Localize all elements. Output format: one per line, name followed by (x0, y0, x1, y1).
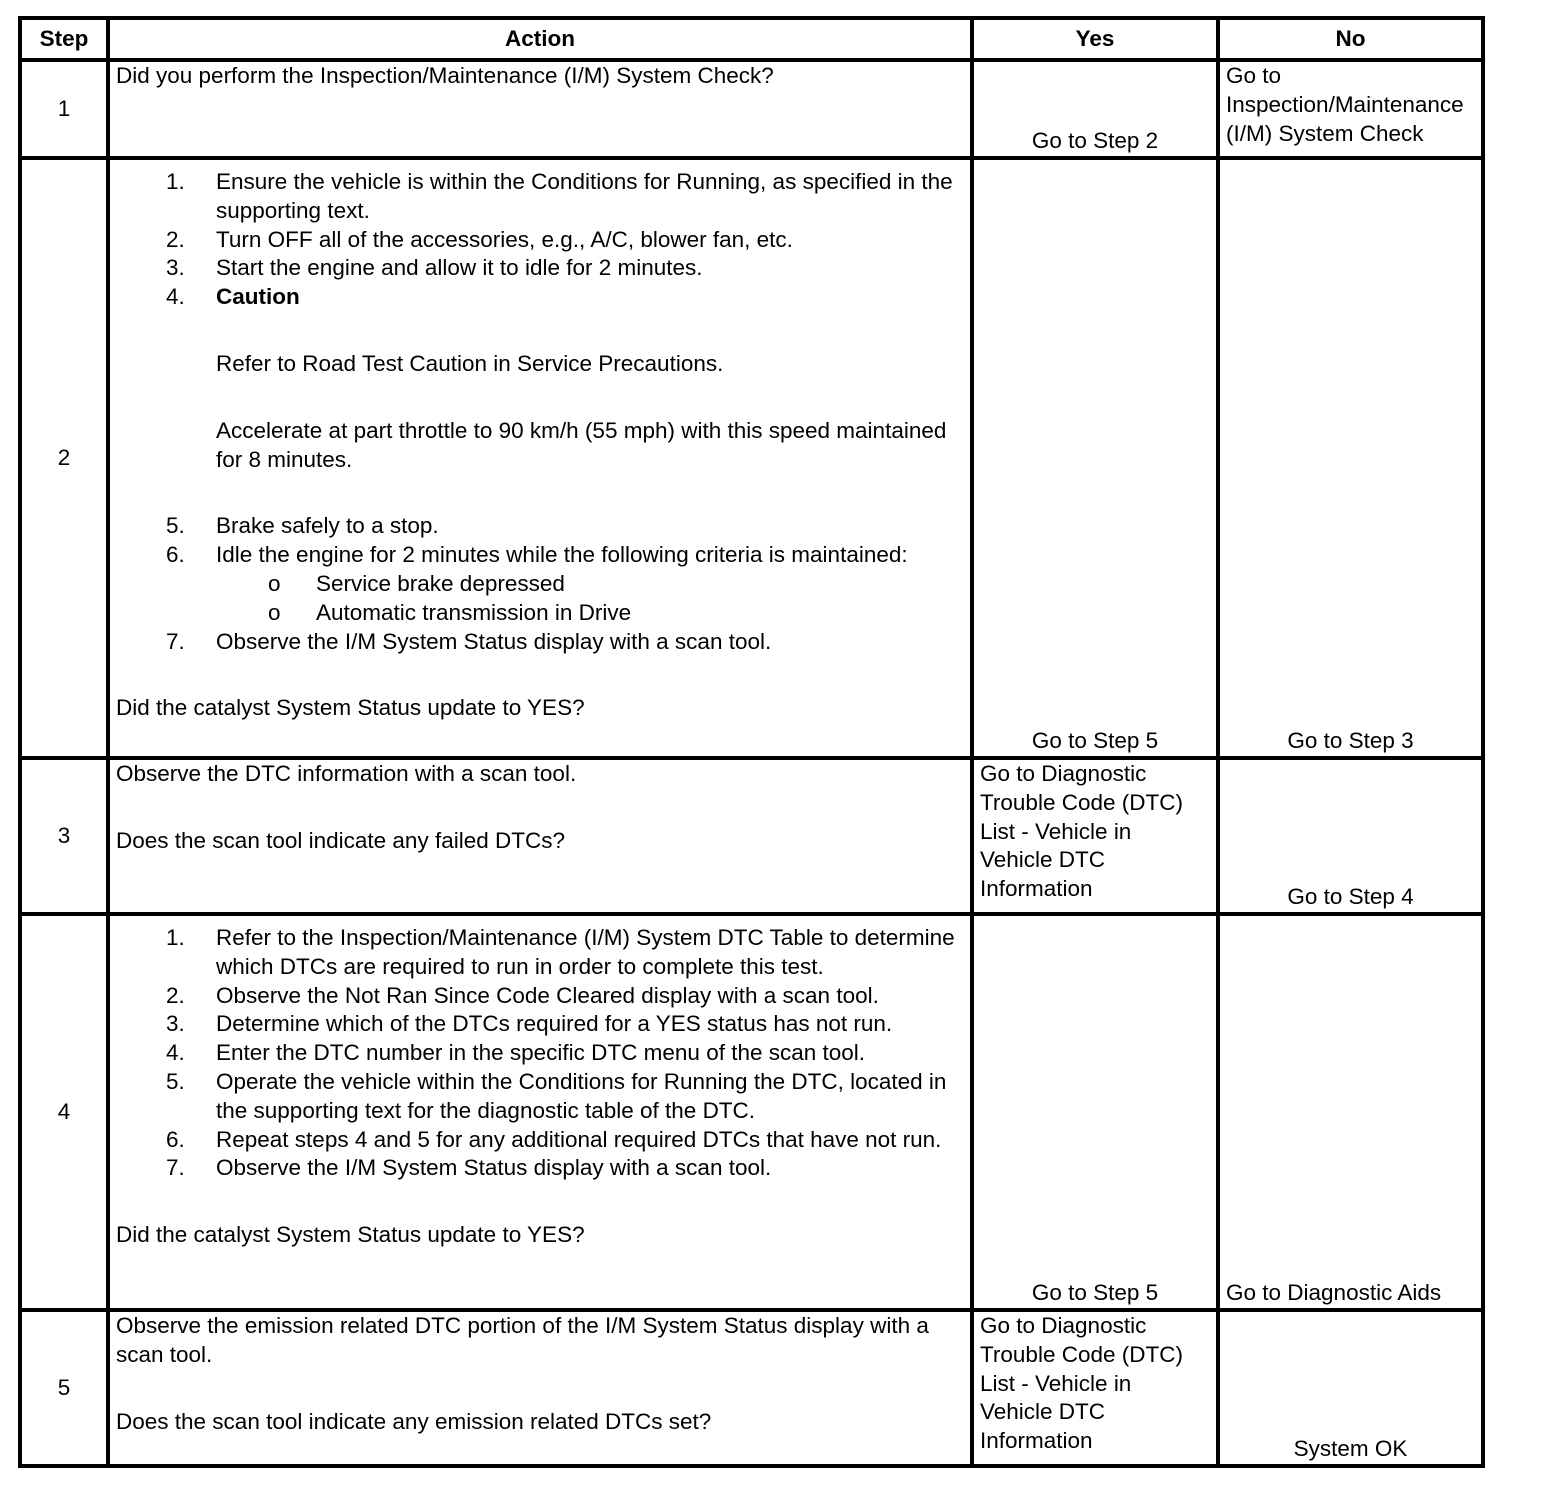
table-row (20, 914, 1483, 1310)
question-text: Does the scan tool indicate any failed DTCs? (116, 827, 565, 853)
list-item: 2. Turn OFF all of the accessories, e.g., A/C, blower fan, etc. (166, 226, 793, 252)
list-item: 5. Operate the vehicle within the Conditions for Running the DTC, located in the supporting text for the diagnostic table of the DTC. (166, 1068, 947, 1123)
list-item: 6. Repeat steps 4 and 5 for any additional required DTCs that have not run. (166, 1126, 942, 1152)
step-number: 5 (20, 1310, 108, 1466)
yes-cell: Go to Step 2 (972, 60, 1218, 158)
caution-label: Caution (216, 284, 300, 310)
list-item: o Automatic transmission in Drive (268, 599, 632, 625)
procedure-list (116, 168, 964, 656)
header-step: Step (20, 18, 108, 60)
action-text: Observe the emission related DTC portion of the I/M System Status display with a scan tool. (116, 1313, 929, 1367)
question-text: Did you perform the Inspection/Maintenance (I/M) System Check? (116, 63, 774, 88)
diagnostic-table (18, 16, 1485, 1468)
action-cell (108, 1310, 972, 1466)
table-row (20, 60, 1483, 158)
step-number: 3 (20, 758, 108, 914)
criteria-list (216, 570, 964, 628)
header-yes: Yes (972, 18, 1218, 60)
caution-action: Accelerate at part throttle to 90 km/h (55 mph) with this speed maintained for 8 minutes. (216, 417, 947, 472)
action-cell (108, 158, 972, 758)
question-text: Did the catalyst System Status update to YES? (116, 695, 585, 721)
step-number: 1 (20, 60, 108, 158)
list-item: 7. Observe the I/M System Status display with a scan tool. (166, 628, 772, 654)
yes-cell: Go to Step 5 (972, 158, 1218, 758)
action-cell (108, 60, 972, 158)
yes-cell: Go to Diagnostic Trouble Code (DTC) List - Vehicle in Vehicle DTC Information (972, 1310, 1218, 1466)
list-item: 4. Caution Refer to Road Test Caution in Service Precautions. Accelerate at part throttle to 90 km/h (55 mph) with this speed maintained for 8 minutes. (116, 283, 964, 474)
procedure-list (116, 924, 964, 1183)
caution-note: Refer to Road Test Caution in Service Precautions. (216, 350, 724, 376)
header-row (20, 18, 1483, 60)
list-item: 7. Observe the I/M System Status display with a scan tool. (166, 1155, 772, 1181)
yes-cell: Go to Step 5 (972, 914, 1218, 1310)
list-item: 5. Brake safely to a stop. (166, 513, 439, 539)
question-text: Does the scan tool indicate any emission related DTCs set? (116, 1408, 712, 1434)
list-item: 4. Enter the DTC number in the specific DTC menu of the scan tool. (166, 1040, 866, 1066)
table-row (20, 158, 1483, 758)
no-cell: Go to Inspection/Maintenance (I/M) System Check (1218, 60, 1483, 158)
action-text: Observe the DTC information with a scan tool. (116, 761, 577, 786)
list-item: 1. Refer to the Inspection/Maintenance (I/M) System DTC Table to determine which DTCs are required to run in order to complete this test. (166, 925, 955, 979)
action-cell (108, 758, 972, 914)
list-item: 6. Idle the engine for 2 minutes while the following criteria is maintained: o Service brake depressed o Automatic transmission in Drive (116, 541, 964, 627)
table-row (20, 758, 1483, 914)
list-item: 1. Ensure the vehicle is within the Conditions for Running, as specified in the supporting text. (166, 169, 953, 223)
no-cell: Go to Step 3 (1218, 158, 1483, 758)
yes-cell: Go to Diagnostic Trouble Code (DTC) List - Vehicle in Vehicle DTC Information (972, 758, 1218, 914)
question-text: Did the catalyst System Status update to YES? (116, 1222, 585, 1248)
header-no: No (1218, 18, 1483, 60)
list-item: 2. Observe the Not Ran Since Code Cleared display with a scan tool. (166, 982, 879, 1008)
list-item: 3. Determine which of the DTCs required for a YES status has not run. (166, 1011, 893, 1037)
table-row (20, 1310, 1483, 1466)
no-cell: Go to Diagnostic Aids (1218, 914, 1483, 1310)
header-action: Action (108, 18, 972, 60)
list-item: 3. Start the engine and allow it to idle for 2 minutes. (166, 255, 703, 281)
no-cell: Go to Step 4 (1218, 758, 1483, 914)
no-cell: System OK (1218, 1310, 1483, 1466)
step-number: 4 (20, 914, 108, 1310)
list-item: o Service brake depressed (268, 570, 565, 596)
step-number: 2 (20, 158, 108, 758)
action-cell (108, 914, 972, 1310)
